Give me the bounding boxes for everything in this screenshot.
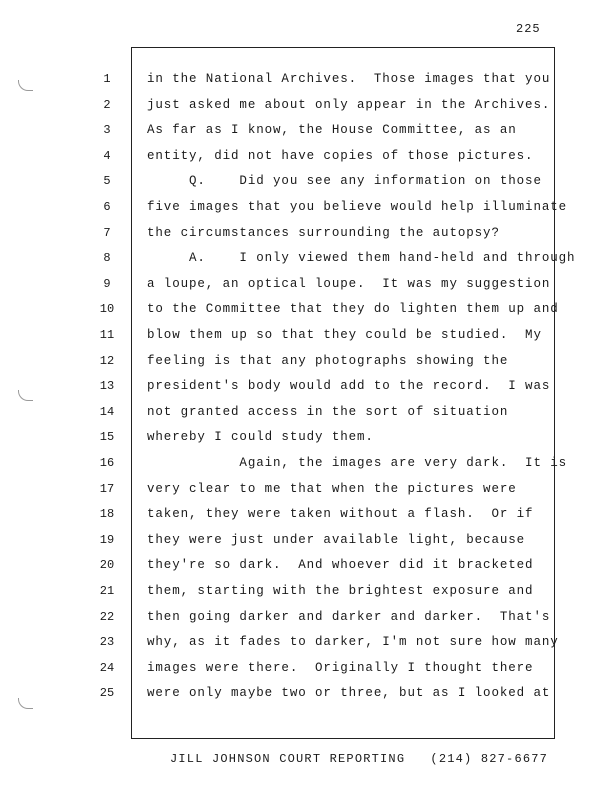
- line-number: 7: [103, 225, 111, 240]
- transcript-line: As far as I know, the House Committee, as an: [147, 123, 517, 138]
- line-number: 20: [99, 558, 115, 573]
- line-number: 13: [99, 379, 115, 394]
- line-number: 8: [103, 251, 111, 266]
- line-number: 21: [99, 584, 115, 598]
- transcript-line: in the National Archives. Those images that you: [147, 72, 551, 86]
- transcript-line: them, starting with the brightest exposure and: [147, 584, 534, 598]
- transcript-line: were only maybe two or three, but as I looked at: [147, 686, 551, 701]
- punch-mark-top: [18, 80, 33, 91]
- transcript-line: then going darker and darker and darker. That's: [147, 609, 551, 624]
- transcript-line: taken, they were taken without a flash. Or if: [147, 507, 534, 522]
- transcript-line: whereby I could study them.: [147, 430, 374, 445]
- transcript-line: five images that you believe would help illuminate: [147, 200, 568, 214]
- line-number: 23: [99, 635, 115, 650]
- transcript-line: they were just under available light, because: [147, 532, 526, 547]
- line-number: 10: [99, 302, 115, 317]
- line-number: 22: [99, 609, 115, 624]
- transcript-line: the circumstances surrounding the autopsy?: [147, 225, 500, 240]
- transcript-line: feeling is that any photographs showing the: [147, 353, 509, 368]
- line-number: 24: [99, 660, 115, 675]
- transcript-line: just asked me about only appear in the Archives.: [147, 97, 551, 112]
- transcript-line: they're so dark. And whoever did it bracketed: [147, 558, 534, 573]
- line-number: 25: [99, 686, 115, 701]
- line-number: 5: [103, 174, 111, 189]
- line-number: 4: [103, 148, 111, 163]
- transcript-line: blow them up so that they could be studied. My: [147, 328, 542, 342]
- transcript-line: not granted access in the sort of situation: [147, 404, 509, 419]
- line-number: 17: [99, 481, 115, 496]
- line-number: 3: [103, 123, 111, 138]
- line-number: 18: [99, 507, 115, 522]
- transcript-line: images were there. Originally I thought there: [147, 660, 534, 675]
- transcript-line: very clear to me that when the pictures were: [147, 481, 517, 496]
- transcript-line: president's body would add to the record. I was: [147, 379, 551, 394]
- line-number: 9: [103, 276, 111, 291]
- line-number: 16: [99, 456, 115, 470]
- punch-mark-middle: [18, 390, 33, 401]
- footer-reporter: JILL JOHNSON COURT REPORTING (214) 827-6677: [170, 752, 549, 766]
- line-number: 2: [103, 97, 111, 112]
- transcript-line: a loupe, an optical loupe. It was my suggestion: [147, 276, 551, 291]
- transcript-line: Again, the images are very dark. It is: [147, 456, 568, 470]
- line-number: 12: [99, 353, 115, 368]
- transcript-line: why, as it fades to darker, I'm not sure how many: [147, 635, 559, 650]
- line-number: 19: [99, 532, 115, 547]
- transcript-line: entity, did not have copies of those pictures.: [147, 148, 534, 163]
- page-number: 225: [516, 22, 541, 36]
- line-number: 14: [99, 404, 115, 419]
- line-number: 15: [99, 430, 115, 445]
- line-number: 6: [103, 200, 111, 214]
- transcript-line: A. I only viewed them hand-held and through: [147, 251, 576, 266]
- transcript-line: to the Committee that they do lighten them up and: [147, 302, 559, 317]
- punch-mark-bottom: [18, 698, 33, 709]
- line-number: 1: [103, 72, 111, 86]
- line-number: 11: [99, 328, 115, 342]
- transcript-line: Q. Did you see any information on those: [147, 174, 542, 189]
